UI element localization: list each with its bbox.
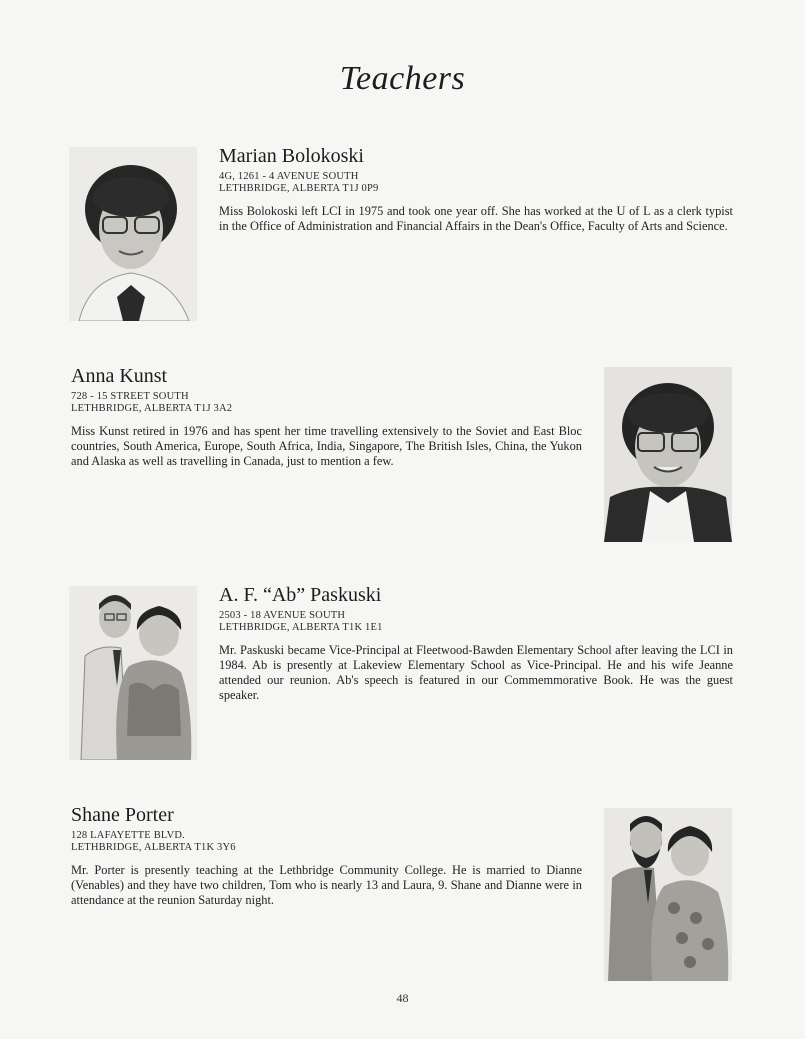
teacher-bio: Mr. Paskuski became Vice-Principal at Fleetwood-Bawden Elementary School after leaving the LCI in 1984. Ab is presently at Lakeview Elementary School as Vice-Principal. He and his wife Jeanne attended our reunion. Ab's speech is featured in our Commemmorative Book. He was the guest speaker. xyxy=(219,643,733,702)
teacher-address-line1: 128 LAFAYETTE BLVD. xyxy=(71,830,185,841)
teacher-address-line2: LETHBRIDGE, ALBERTA T1K 3Y6 xyxy=(71,842,236,853)
teacher-entry-paskuski xyxy=(219,584,733,703)
page-number: 48 xyxy=(396,991,409,1005)
teacher-name: Shane Porter xyxy=(71,804,174,826)
teacher-name: Anna Kunst xyxy=(71,365,168,387)
teacher-entry-bolokoski xyxy=(219,145,733,234)
portrait-photo-paskuski xyxy=(69,586,197,760)
teacher-name: Marian Bolokoski xyxy=(219,145,364,167)
teacher-bio: Miss Kunst retired in 1976 and has spent her time travelling extensively to the Soviet and East Bloc countries, South America, Europe, South Africa, India, Singapore, The British Isles, China, the Yukon and Alaska as well as travelling in Canada, just to mention a few. xyxy=(71,424,582,468)
teacher-name: A. F. “Ab” Paskuski xyxy=(219,584,382,606)
teacher-address-line2: LETHBRIDGE, ALBERTA T1J 3A2 xyxy=(71,403,233,414)
teacher-address-line1: 4G, 1261 - 4 AVENUE SOUTH xyxy=(219,171,359,182)
page-title: Teachers xyxy=(339,60,466,97)
teacher-address-line2: LETHBRIDGE, ALBERTA T1J 0P9 xyxy=(219,183,379,194)
teacher-address-line1: 2503 - 18 AVENUE SOUTH xyxy=(219,610,346,621)
portrait-photo-bolokoski xyxy=(69,147,197,321)
portrait-photo-kunst xyxy=(604,367,732,542)
teacher-address-line1: 728 - 15 STREET SOUTH xyxy=(71,391,189,402)
teacher-address-line2: LETHBRIDGE, ALBERTA T1K 1E1 xyxy=(219,622,383,633)
portrait-photo-porter xyxy=(604,808,732,981)
teacher-entry-porter xyxy=(71,804,582,908)
teacher-bio: Mr. Porter is presently teaching at the Lethbridge Community College. He is married to Dianne (Venables) and they have two children, Tom who is nearly 13 and Laura, 9. Shane and Dianne were in attendance at the reunion Saturday night. xyxy=(71,863,582,907)
teacher-bio: Miss Bolokoski left LCI in 1975 and took one year off. She has worked at the U of L as a clerk typist in the Office of Administration and Financial Affairs in the Dean's Office, Faculty of Arts and Science. xyxy=(219,204,733,233)
teacher-entry-kunst xyxy=(71,365,582,469)
